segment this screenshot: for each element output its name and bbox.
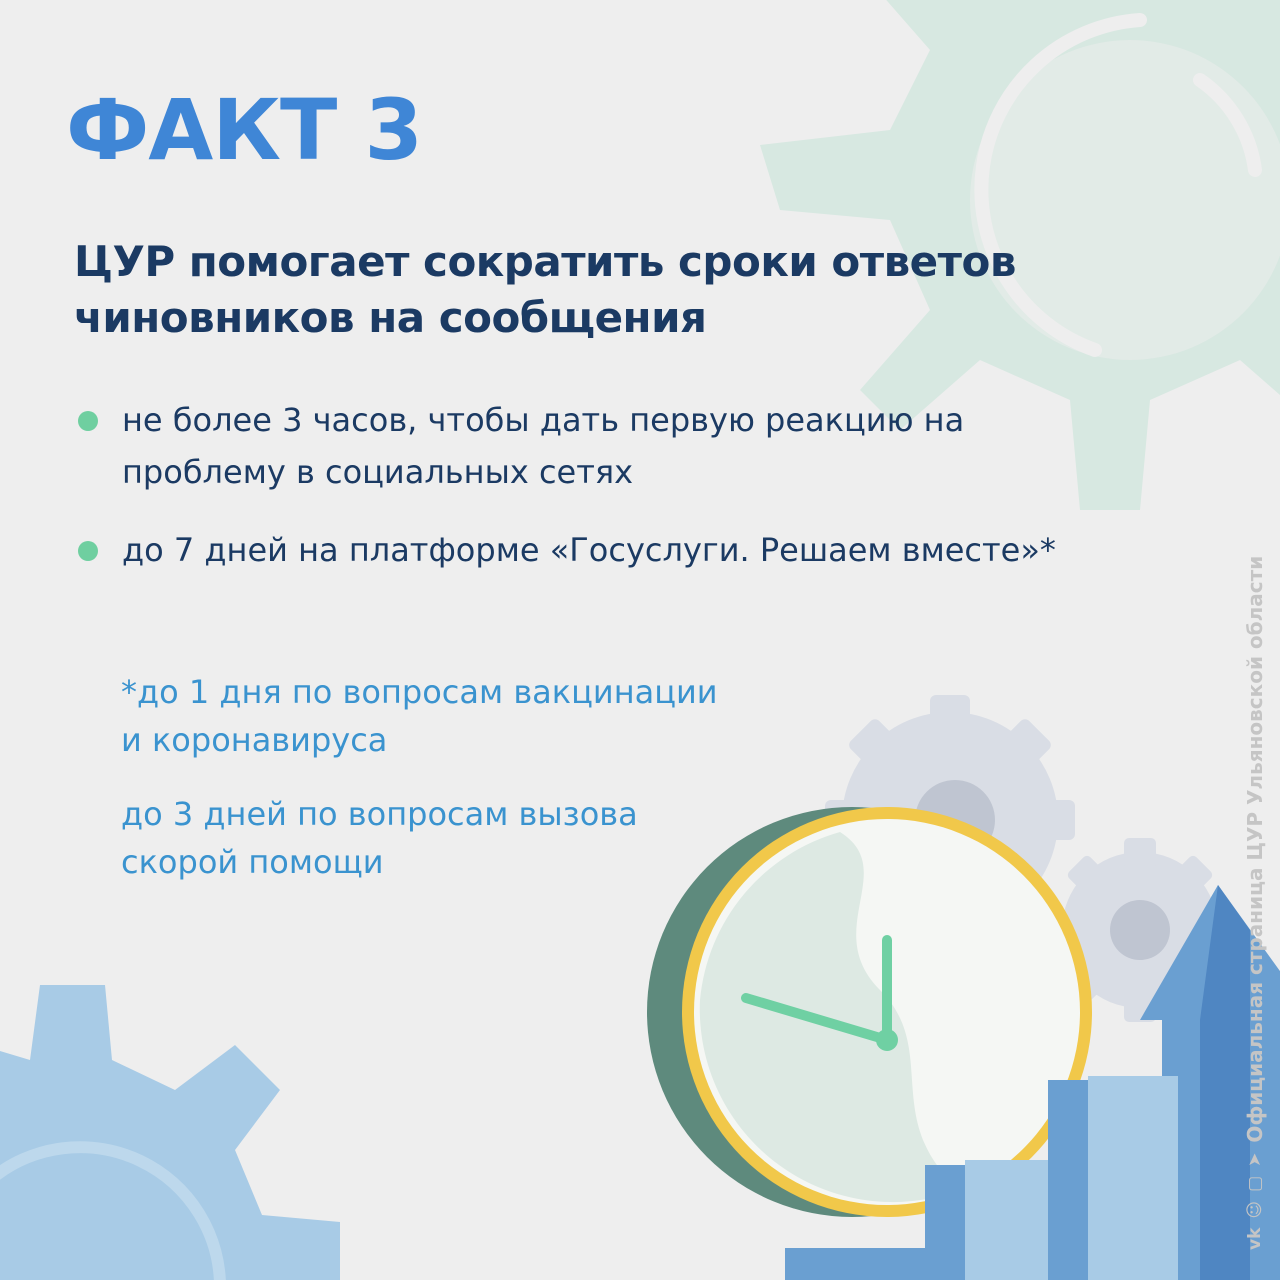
odnoklassniki-icon: ☺ xyxy=(1244,1200,1265,1219)
page-title: ФАКТ 3 xyxy=(66,81,422,179)
headline-line: ЦУР помогает сократить сроки ответов xyxy=(74,237,1016,286)
list-item xyxy=(74,524,1134,576)
footnote-vaccination xyxy=(121,668,841,764)
footnote-line: и коронавируса xyxy=(121,721,388,759)
footnote-line: до 3 дней по вопросам вызова xyxy=(121,795,638,833)
footnote-ambulance xyxy=(121,790,841,886)
instagram-icon: ▢ xyxy=(1244,1175,1265,1192)
bullet-list xyxy=(74,394,1134,602)
bullet-dot-icon xyxy=(78,541,98,561)
bottom-left-gear-icon xyxy=(0,985,340,1280)
watermark-text: Официальная страница ЦУР Ульяновской области xyxy=(1243,555,1267,1143)
footnote-line: *до 1 дня по вопросам вакцинации xyxy=(121,673,718,711)
list-item xyxy=(74,394,1134,498)
bullet-text-line: проблему в социальных сетях xyxy=(122,453,634,491)
bullet-dot-icon xyxy=(78,411,98,431)
watermark xyxy=(1243,556,1267,1250)
vk-icon: vk xyxy=(1244,1227,1265,1250)
footnote-line: скорой помощи xyxy=(121,843,384,881)
headline-line: чиновников на сообщения xyxy=(74,293,707,342)
headline xyxy=(74,234,1074,346)
bullet-text-line: не более 3 часов, чтобы дать первую реакцию на xyxy=(122,401,965,439)
telegram-icon: ➤ xyxy=(1244,1152,1265,1167)
social-icons xyxy=(1244,1152,1265,1250)
bullet-text-line: до 7 дней на платформе «Госуслуги. Решаем вместе»* xyxy=(122,531,1056,569)
